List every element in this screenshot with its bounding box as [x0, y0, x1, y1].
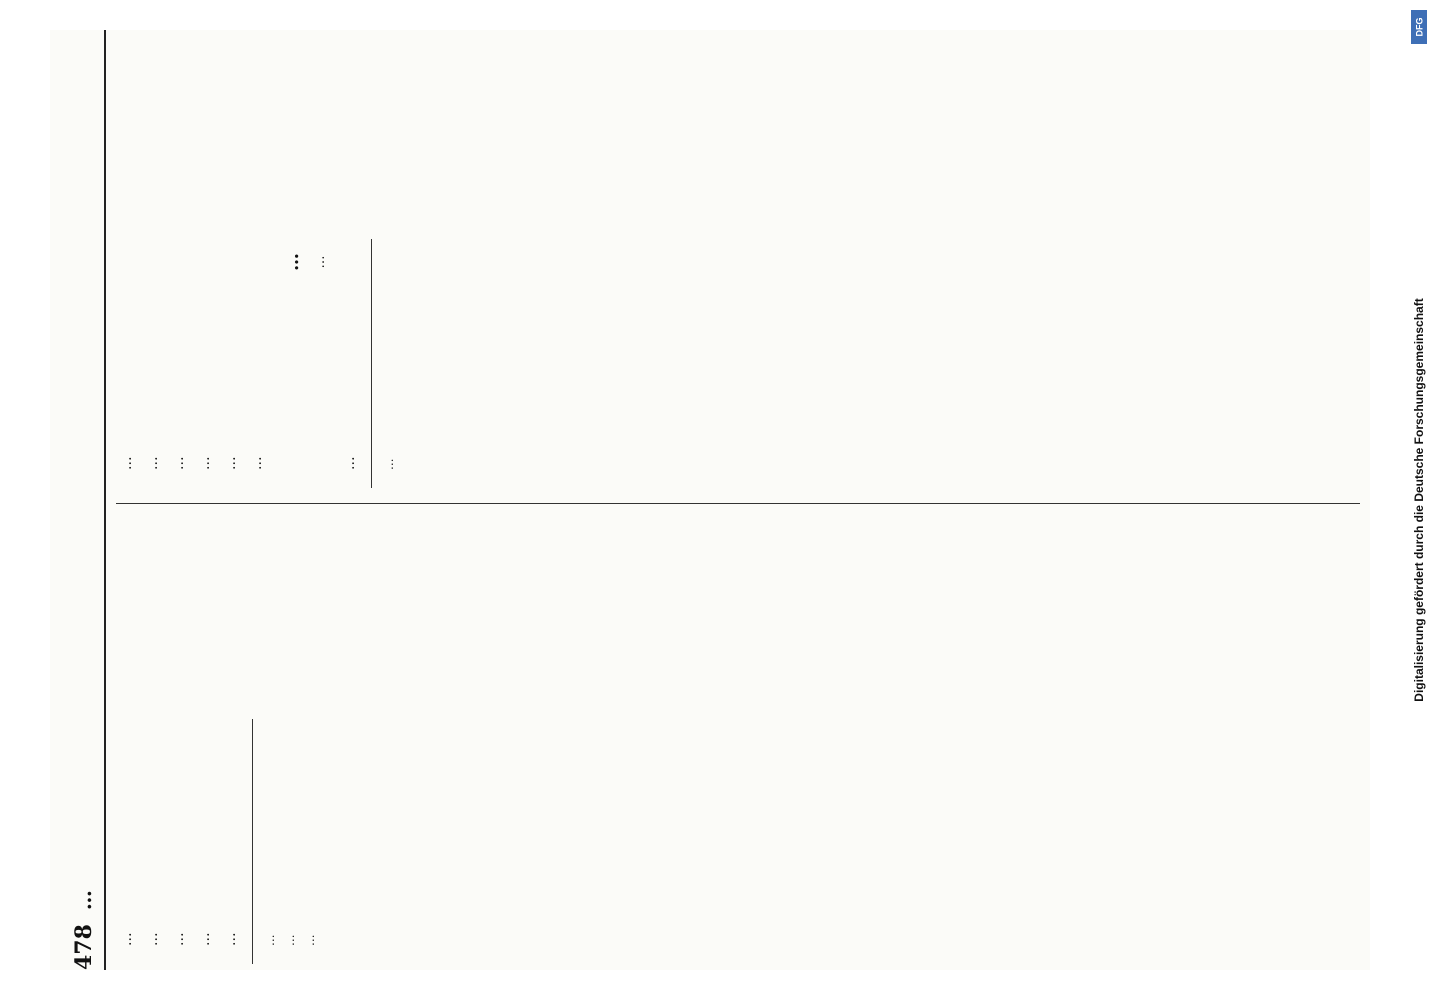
left-column	[116, 518, 1360, 964]
column-divider	[116, 503, 1360, 504]
digitization-notice: Digitalisierung gefördert durch die Deutsche Forschungsgemeinschaft	[1412, 298, 1426, 702]
footnote-separator	[252, 719, 253, 964]
footnote-separator	[371, 239, 372, 488]
footnote: …	[282, 934, 297, 946]
paragraph: …	[170, 932, 187, 946]
digitization-notice-strip	[1408, 8, 1430, 992]
paragraph: …	[222, 932, 239, 946]
footnote: …	[302, 934, 317, 946]
paragraph: …	[170, 456, 187, 470]
right-column	[116, 36, 1360, 488]
running-head: …	[72, 890, 96, 911]
paragraph: …	[342, 456, 359, 470]
dfg-logo-text: DFG	[1414, 17, 1424, 37]
paragraph: …	[144, 932, 161, 946]
paragraph: …	[119, 456, 135, 470]
paragraph: …	[144, 456, 161, 470]
paragraph: …	[248, 456, 265, 470]
footnote: …	[262, 934, 277, 946]
paragraph: …	[119, 932, 135, 946]
footnote: …	[382, 458, 397, 470]
page-number: 478	[71, 924, 97, 970]
section-heading: …	[282, 253, 304, 271]
paragraph: …	[222, 456, 239, 470]
section-subheading: …	[313, 255, 329, 269]
page-scan-area	[50, 30, 1370, 970]
page-header	[64, 30, 106, 970]
dfg-logo-icon	[1411, 10, 1427, 44]
rotated-page-content	[50, 30, 1370, 970]
paragraph: …	[196, 456, 213, 470]
paragraph: …	[196, 932, 213, 946]
